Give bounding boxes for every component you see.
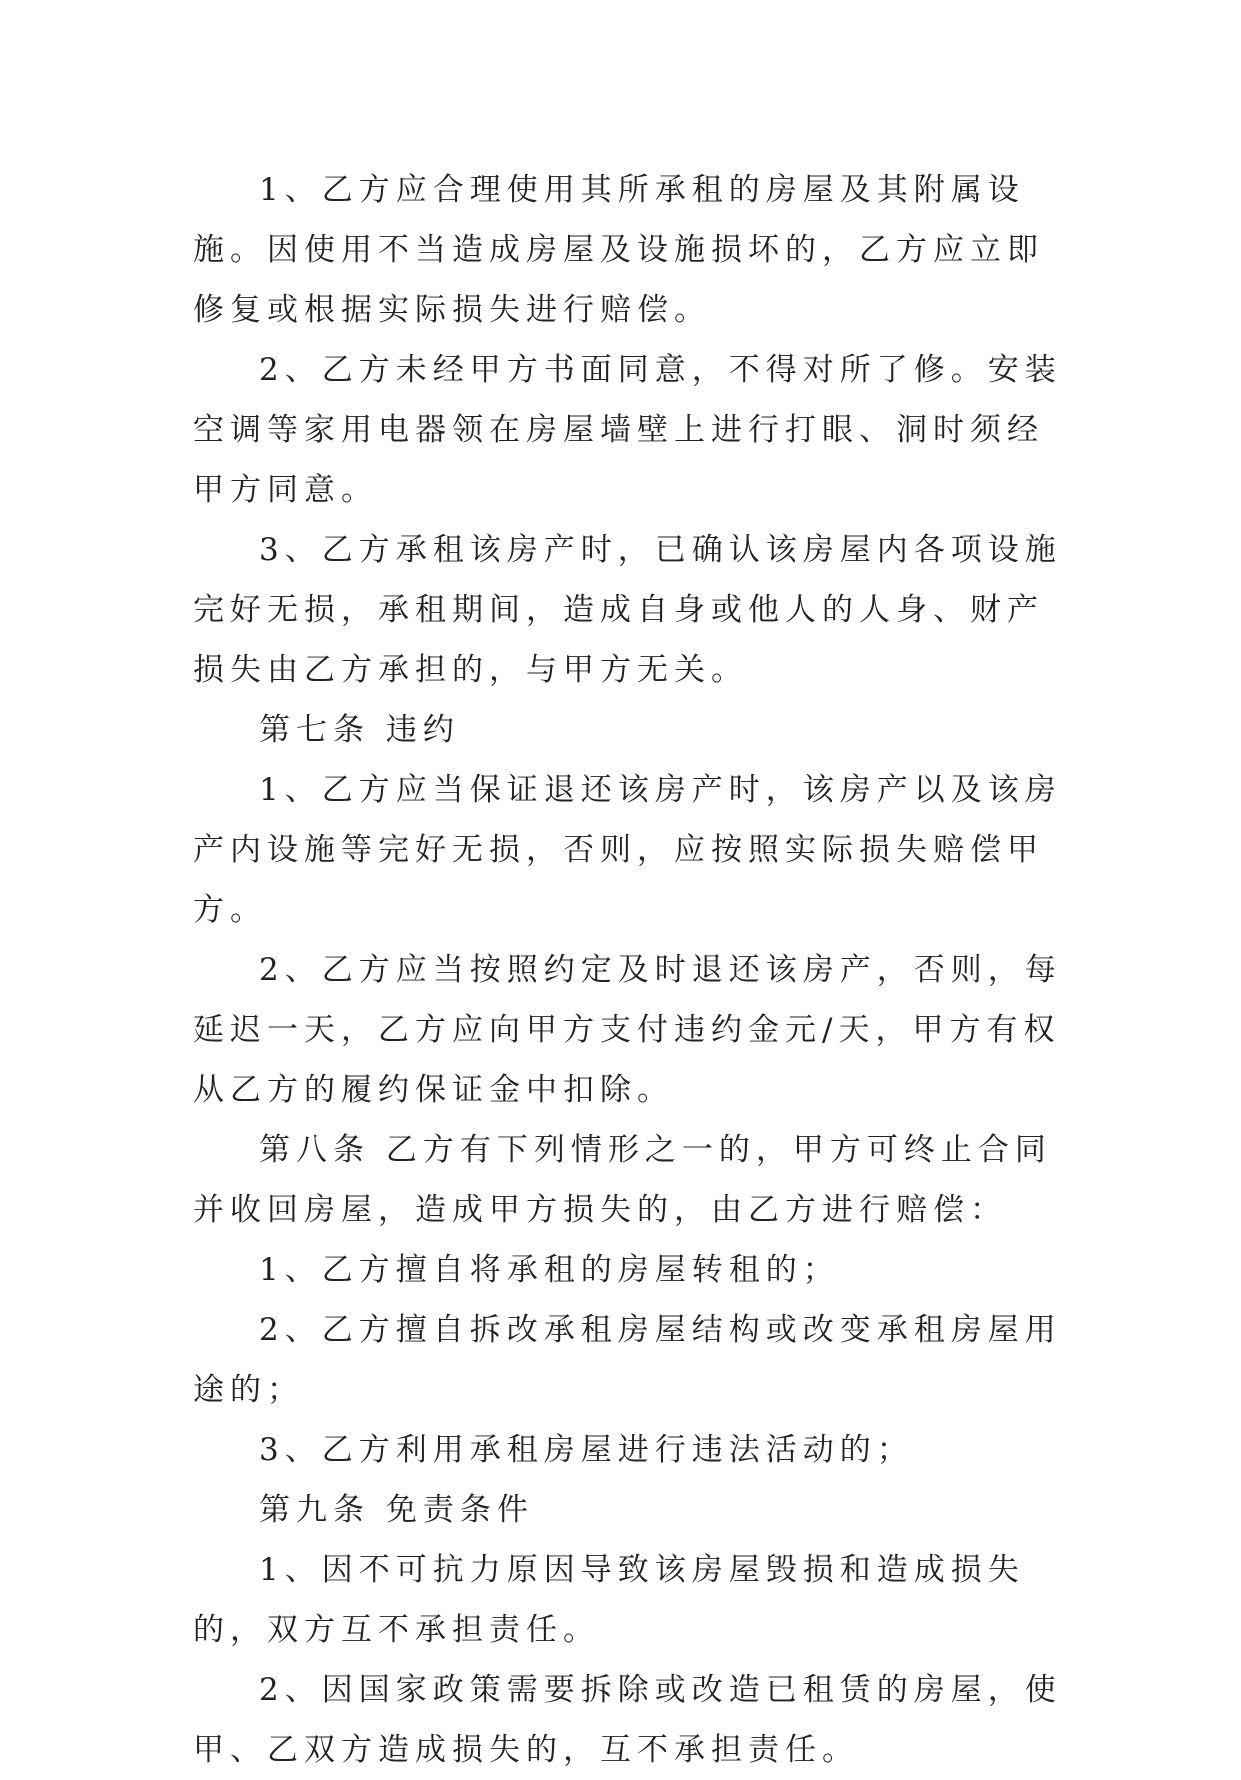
article-seven-heading: 第七条 违约 <box>259 712 460 748</box>
clause-usage-paragraph: 1、乙方应合理使用其所承租的房屋及其附属设施。因使用不当造成房屋及设施损坏的，乙方应立即修复或根据实际损失进行赔偿。 <box>193 172 1044 328</box>
clause-facilities-paragraph: 3、乙方承租该房产时，已确认该房屋内各项设施完好无损，承租期间，造成自身或他人的人身、财产损失由乙方承担的，与甲方无关。 <box>193 532 1062 688</box>
breach-return-paragraph: 1、乙方应当保证退还该房产时，该房产以及该房产内设施等完好无损，否则，应按照实际损失赔偿甲方。 <box>193 772 1062 928</box>
article-nine-heading: 第九条 免责条件 <box>259 1492 534 1528</box>
clause-renovation-paragraph: 2、乙方未经甲方书面同意，不得对所了修。安装空调等家用电器领在房屋墙壁上进行打眼、洞时须经甲方同意。 <box>193 352 1062 508</box>
termination-item-sublet: 1、乙方擅自将承租的房屋转租的； <box>259 1252 840 1288</box>
termination-item-alteration: 2、乙方擅自拆改承租房屋结构或改变承租房屋用途的； <box>193 1312 1062 1408</box>
document-body <box>193 160 1073 1780</box>
termination-item-illegal-use: 3、乙方利用承租房屋进行违法活动的； <box>259 1432 914 1468</box>
breach-delay-paragraph: 2、乙方应当按照约定及时退还该房产，否则，每延迟一天，乙方应向甲方支付违约金元/天，甲方有权从乙方的履约保证金中扣除。 <box>193 952 1062 1108</box>
article-eight-heading: 第八条 乙方有下列情形之一的，甲方可终止合同并收回房屋，造成甲方损失的，由乙方进行赔偿： <box>193 1132 1052 1228</box>
exemption-policy: 2、因国家政策需要拆除或改造已租赁的房屋，使甲、乙双方造成损失的，互不承担责任。 <box>193 1672 1062 1768</box>
exemption-force-majeure: 1、因不可抗力原因导致该房屋毁损和造成损失的，双方互不承担责任。 <box>193 1552 1025 1648</box>
